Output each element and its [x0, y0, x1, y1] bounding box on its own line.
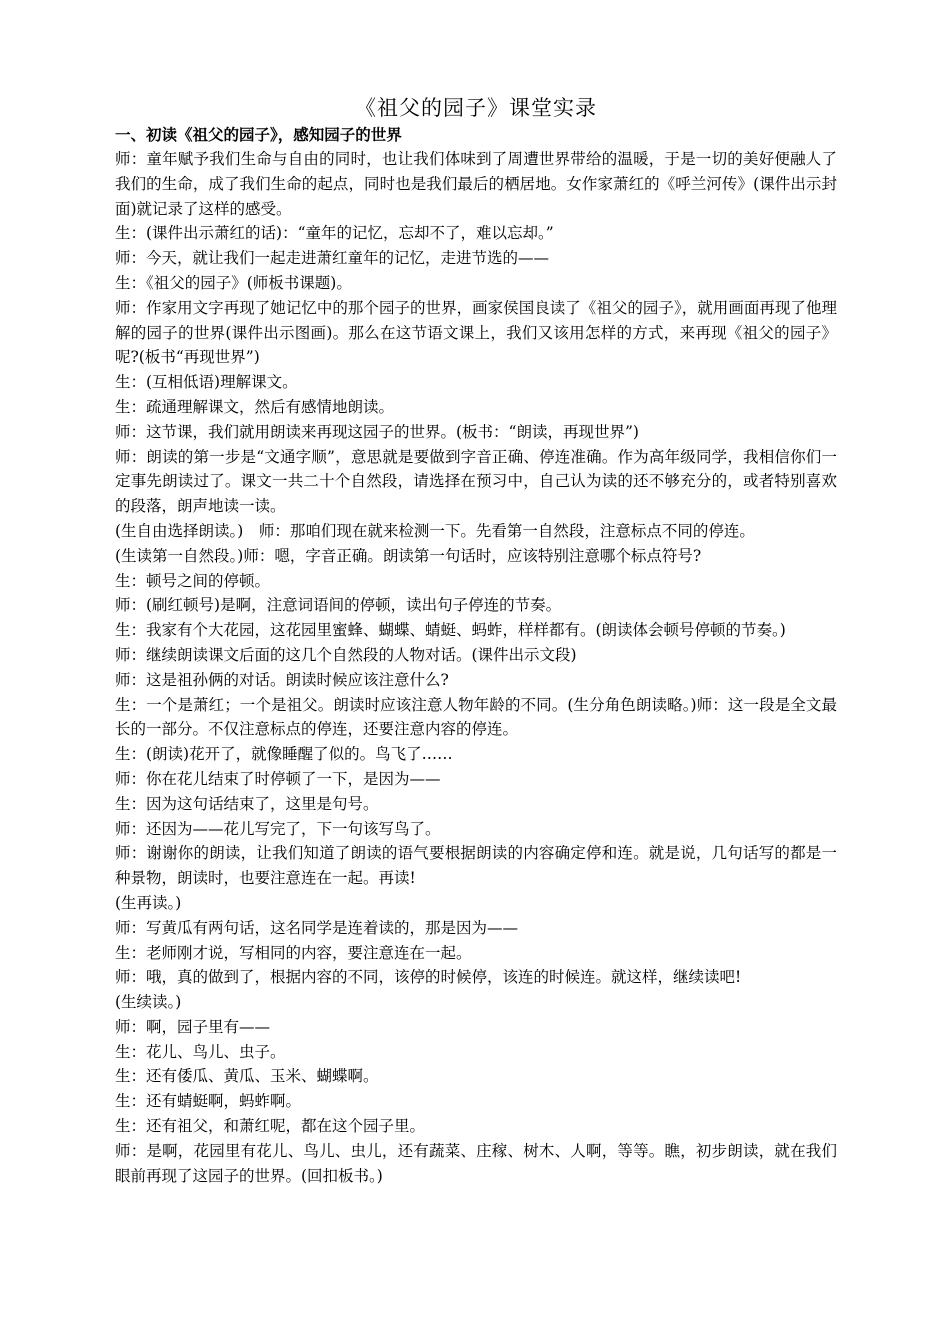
- paragraph: 生：一个是萧红；一个是祖父。朗读时应该注意人物年龄的不同。(生分角色朗读略。)师：这一段是全文最长的一部分。不仅注意标点的停连，还要注意内容的停连。: [115, 695, 837, 739]
- paragraph: 生：《祖父的园子》(师板书课题)。: [115, 273, 352, 292]
- paragraph: (生续读。): [115, 993, 182, 1012]
- paragraph: 师：今天，就让我们一起走进萧红童年的记忆，走进节选的——: [115, 249, 550, 268]
- paragraph: 生：(课件出示萧红的话)：“童年的记忆，忘却不了，难以忘却。”: [115, 224, 554, 243]
- paragraph: 师：这节课，我们就用朗读来再现这园子的世界。(板书：“朗读，再现世界”): [115, 422, 639, 441]
- paragraph: (生再读。): [115, 893, 182, 912]
- paragraph: 师：啊，园子里有——: [115, 1017, 271, 1036]
- paragraph: 生：顿号之间的停顿。: [115, 571, 271, 590]
- document-page: [115, 93, 837, 1188]
- paragraph: 师：朗读的第一步是“文通字顺”，意思就是要做到字音正确、停连准确。作为高年级同学，我相信你们一定事先朗读过了。课文一共二十个自然段，请选择在预习中，自己认为读的还不够充分的，或者特别喜欢的段落，朗声地读一读。: [115, 447, 837, 516]
- paragraph: 师：你在花儿结束了时停顿了一下，是因为——: [115, 769, 441, 788]
- paragraph: 师：哦，真的做到了，根据内容的不同，该停的时候停，该连的时候连。就这样，继续读吧!: [115, 968, 742, 987]
- paragraph: 师：童年赋予我们生命与自由的同时，也让我们体味到了周遭世界带给的温暖，于是一切的美好便融人了我们的生命，成了我们生命的起点，同时也是我们最后的栖居地。女作家萧红的《呼兰河传》(课件出示封面)就记录了这样的感受。: [115, 150, 837, 218]
- paragraph: 生：疏通理解课文，然后有感情地朗读。: [115, 397, 395, 416]
- paragraph: 生：还有祖父，和萧红呢，都在这个园子里。: [115, 1117, 426, 1136]
- paragraph: 师：是啊，花园里有花儿、鸟儿、虫儿，还有蔬菜、庄稼、树木、人啊，等等。瞧，初步朗读，就在我们眼前再现了这园子的世界。(回扣板书。): [115, 1141, 837, 1185]
- paragraph: 师：这是祖孙俩的对话。朗读时候应该注意什么?: [115, 670, 449, 689]
- paragraph: (生自由选择朗读。) 师：那咱们现在就来检测一下。先看第一自然段，注意标点不同的停连。: [115, 521, 755, 540]
- paragraph: 生：(互相低语)理解课文。: [115, 373, 298, 392]
- paragraph: 师：还因为——花儿写完了，下一句该写鸟了。: [115, 819, 441, 838]
- document-title: 《祖父的园子》课堂实录: [355, 96, 597, 120]
- paragraph: 生：我家有个大花园，这花园里蜜蜂、蝴蝶、蜻蜓、蚂蚱，样样都有。(朗读体会顿号停顿的节奏。): [115, 621, 786, 640]
- paragraph: (生读第一自然段。)师：嗯，字音正确。朗读第一句话时，应该特别注意哪个标点符号?: [115, 546, 702, 565]
- paragraph: 生：老师刚才说，写相同的内容，要注意连在一起。: [115, 943, 472, 962]
- paragraph: 师：写黄瓜有两句话，这名同学是连着读的，那是因为——: [115, 918, 519, 937]
- paragraph: 生：(朗读)花开了，就像睡醒了似的。鸟飞了……: [115, 745, 453, 764]
- paragraph: 生：还有蜻蜓啊，蚂蚱啊。: [115, 1092, 302, 1111]
- paragraph: 生：还有倭瓜、黄瓜、玉米、蝴蝶啊。: [115, 1067, 379, 1086]
- section-heading: 一、初读《祖父的园子》，感知园子的世界: [115, 126, 402, 144]
- paragraph: 生：因为这句话结束了，这里是句号。: [115, 794, 379, 813]
- paragraph: 生：花儿、鸟儿、虫子。: [115, 1042, 286, 1061]
- paragraph: 师：谢谢你的朗读，让我们知道了朗读的语气要根据朗读的内容确定停和连。就是说，几句话写的都是一种景物，朗读时，也要注意连在一起。再读!: [115, 844, 837, 888]
- paragraph: 师：作家用文字再现了她记忆中的那个园子的世界，画家侯国良读了《祖父的园子》，就用画面再现了他理解的园子的世界(课件出示图画)。那么在这节语文课上，我们又该用怎样的方式，来再现《祖父的园子》呢?(板书“再现世界”): [115, 298, 837, 367]
- paragraph: 师：继续朗读课文后面的这几个自然段的人物对话。(课件出示文段): [115, 645, 577, 664]
- paragraph: 师：(刷红顿号)是啊，注意词语间的停顿，读出句子停连的节奏。: [115, 596, 562, 615]
- document-body: [115, 147, 837, 1188]
